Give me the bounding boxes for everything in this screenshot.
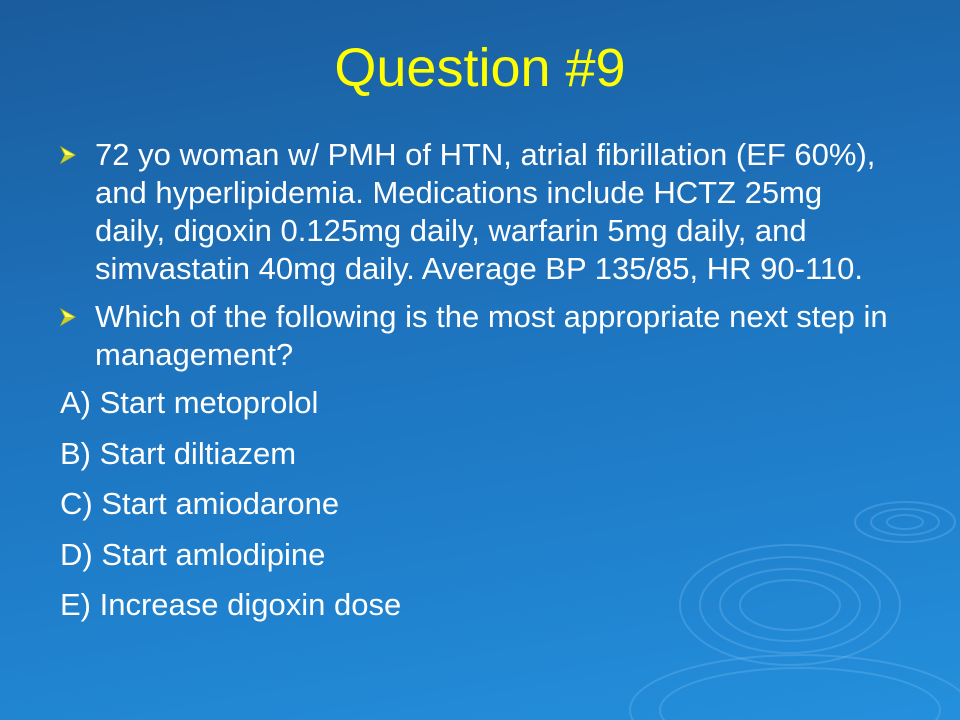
arrow-bullet-icon <box>60 146 76 164</box>
answer-option-b: B) Start diltiazem <box>60 435 297 471</box>
answer-option-a: A) Start metoprolol <box>60 385 319 420</box>
slide-title: Question #9 <box>334 38 626 98</box>
bullet-list <box>60 136 900 637</box>
answer-option-d: D) Start amlodipine <box>60 536 326 572</box>
bullet-item-case <box>60 136 900 288</box>
bullet-item-question <box>60 298 900 374</box>
bullet-text: 72 yo woman w/ PMH of HTN, atrial fibrillation (EF 60%), and hyperlipidemia. Medications include HCTZ 25mg daily, digoxin 0.125mg daily, warfarin 5mg daily, and simvastatin 40mg daily. Average BP 135/85, HR 90-110. <box>95 137 876 286</box>
arrow-bullet-icon <box>60 308 76 326</box>
answer-option-e: E) Increase digoxin dose <box>60 587 402 622</box>
bullet-text: Which of the following is the most appropriate next step in management? <box>95 299 888 372</box>
answer-option-c: C) Start amiodarone <box>60 486 340 521</box>
